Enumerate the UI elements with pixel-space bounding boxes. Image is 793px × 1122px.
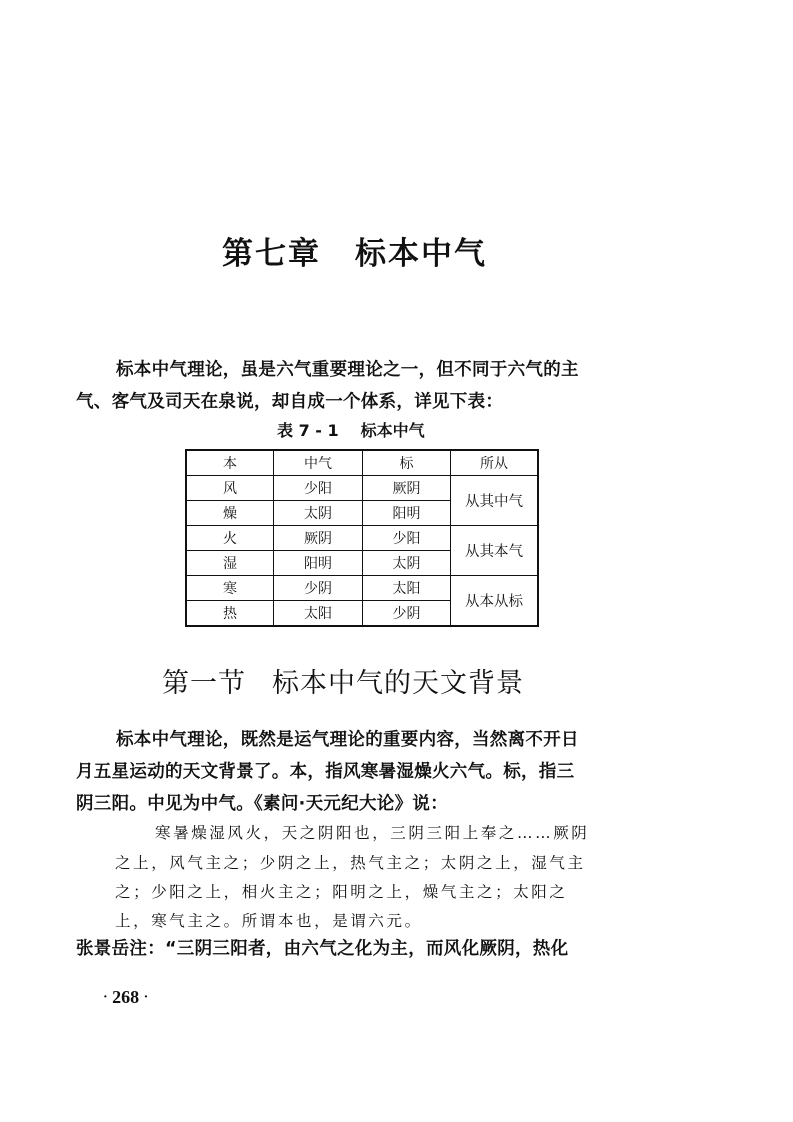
- body-line-3: 阴三阳。中见为中气。《素问·天元纪大论》说：: [76, 794, 448, 814]
- section-number: 第一节: [162, 668, 246, 699]
- cell-suocong: 从其中气: [451, 476, 539, 526]
- cell-suocong: 从其本气: [451, 526, 539, 576]
- cell-ben: 寒: [186, 576, 274, 601]
- table-caption: [277, 418, 425, 441]
- section-name: 标本中气的天文背景: [272, 668, 524, 699]
- header-biao: 标: [363, 450, 451, 476]
- cell-biao: 少阳: [363, 526, 451, 551]
- quote-line-3: 之；少阳之上，相火主之；阳明之上，燥气主之；太阳之: [115, 883, 568, 901]
- cell-biao: 厥阴: [363, 476, 451, 501]
- header-ben: 本: [186, 450, 274, 476]
- table-row: [186, 526, 538, 551]
- intro-line-2: 气、客气及司天在泉说，却自成一个体系，详见下表：: [76, 392, 504, 412]
- cell-ben: 热: [186, 601, 274, 627]
- cell-biao: 太阳: [363, 576, 451, 601]
- cell-biao: 少阴: [363, 601, 451, 627]
- header-zhongqi: 中气: [274, 450, 363, 476]
- biaoben-zhongqi-table: [185, 449, 539, 627]
- cell-zhongqi: 太阴: [274, 501, 363, 526]
- commentary-line: 张景岳注：“三阴三阳者，由六气之化为主，而风化厥阴，热化: [76, 939, 569, 959]
- cell-zhongqi: 太阳: [274, 601, 363, 627]
- table-header-row: [186, 450, 538, 476]
- page-number-value: 268: [112, 987, 140, 1007]
- cell-zhongqi: 厥阴: [274, 526, 363, 551]
- quote-line-4: 上，寒气主之。所谓本也，是谓六元。: [115, 912, 423, 930]
- cell-biao: 阳明: [363, 501, 451, 526]
- cell-ben: 湿: [186, 551, 274, 576]
- cell-ben: 风: [186, 476, 274, 501]
- chapter-title: [222, 228, 487, 273]
- cell-ben: 火: [186, 526, 274, 551]
- page-dot-right: ·: [143, 990, 149, 1005]
- page-dot-left: ·: [103, 990, 108, 1005]
- chapter-number: 第七章: [222, 236, 321, 272]
- section-title: [162, 661, 524, 700]
- table-caption-title: 标本中气: [360, 421, 425, 440]
- header-suocong: 所从: [451, 450, 539, 476]
- cell-zhongqi: 阳明: [274, 551, 363, 576]
- cell-suocong: 从本从标: [451, 576, 539, 627]
- quote-line-1: 寒暑燥湿风火，天之阴阳也，三阴三阳上奉之……厥阴: [155, 824, 590, 842]
- table-row: [186, 476, 538, 501]
- cell-ben: 燥: [186, 501, 274, 526]
- table-caption-number: 表 7 - 1: [277, 421, 339, 440]
- quote-line-2: 之上，风气主之；少阴之上，热气主之；太阴之上，湿气主: [115, 854, 586, 872]
- cell-zhongqi: 少阴: [274, 576, 363, 601]
- cell-biao: 太阴: [363, 551, 451, 576]
- page-number: [103, 987, 148, 1008]
- cell-zhongqi: 少阳: [274, 476, 363, 501]
- body-line-1: 标本中气理论，既然是运气理论的重要内容，当然离不开日: [116, 730, 579, 750]
- chapter-name: 标本中气: [355, 236, 487, 272]
- table-row: [186, 576, 538, 601]
- intro-line-1: 标本中气理论，虽是六气重要理论之一，但不同于六气的主: [116, 360, 579, 380]
- body-line-2: 月五星运动的天文背景了。本，指风寒暑湿燥火六气。标，指三: [76, 762, 575, 782]
